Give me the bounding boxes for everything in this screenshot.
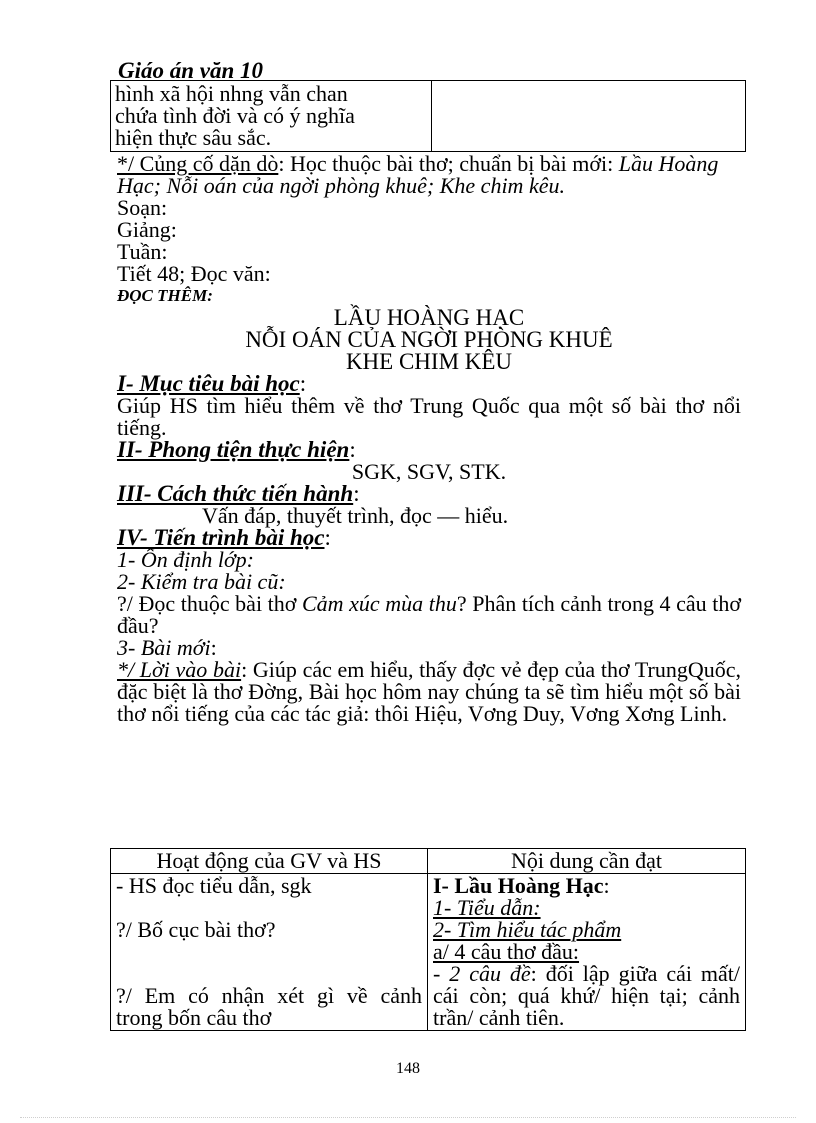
step-item	[117, 637, 741, 659]
consolidation-paragraph	[117, 153, 741, 197]
activity-spacer	[116, 897, 422, 919]
page-header: Giáo án văn 10	[118, 58, 264, 83]
content-italic: 2 câu đề	[449, 961, 531, 986]
doc-title: KHE CHIM KÊU	[345, 349, 513, 374]
activity-cell	[111, 874, 428, 1031]
meta-line: Tuần:	[117, 239, 168, 264]
continuation-line: hình xã hội nhng vẫn chan	[115, 81, 348, 106]
activity-line: ?/ Em có nhận xét gì về cảnh trong bốn câu thơ	[116, 983, 422, 1030]
continuation-table	[110, 80, 746, 152]
column-header: Nội dung cần đạt	[428, 849, 746, 874]
footer-divider	[20, 1117, 796, 1118]
content-line: 1- Tiểu dẫn:	[433, 895, 541, 920]
section-colon: :	[353, 481, 360, 506]
question-poem: Cảm xúc mùa thu	[302, 591, 457, 616]
section-colon: :	[299, 371, 307, 396]
content-colon: :	[603, 873, 610, 898]
step-label: 3- Bài mới	[117, 635, 211, 660]
section-text: Giúp HS tìm hiểu thêm về thơ Trung Quốc qua một số bài thơ nổi tiếng.	[117, 393, 741, 440]
consolidation-text: : Học thuộc bài thơ; chuẩn bị bài mới:	[278, 151, 614, 176]
continuation-line: hiện thực sâu sắc.	[115, 125, 272, 150]
activity-spacer	[116, 941, 422, 963]
meta-line: Tiết 48; Đọc văn:	[117, 261, 271, 286]
section-title: II- Phong tiện thực hiện	[117, 437, 350, 462]
meta-line: Soạn:	[117, 195, 168, 220]
old-lesson-question	[117, 593, 741, 637]
activity-spacer	[116, 963, 422, 985]
column-header: Hoạt động của GV và HS	[111, 849, 428, 874]
content-post: : đối lập giữa cái mất/ cái còn; quá khứ/ hiện tại; cảnh trần/ cảnh tiên.	[433, 961, 740, 1030]
content-line	[433, 963, 740, 1029]
step-item: 2- Kiểm tra bài cũ:	[117, 569, 286, 594]
section-text: SGK, SGV, STK.	[351, 459, 507, 484]
consolidation-italic: Lầu Hoàng Hạc; Nỗi oán của ngời phòng khuê; Khe chim kêu.	[117, 151, 719, 198]
continuation-right-cell	[432, 81, 746, 152]
content-cell	[428, 874, 746, 1031]
intro-label: */ Lời vào bài	[117, 657, 242, 682]
section-title: III- Cách thức tiến hành	[117, 481, 354, 506]
meta-line: Giảng:	[117, 217, 177, 242]
activity-line: ?/ Bố cục bài thơ?	[116, 917, 276, 942]
section-heading	[117, 439, 741, 461]
content-pre: -	[433, 961, 450, 986]
section-heading	[117, 373, 741, 395]
intro-text: : Giúp các em hiểu, thấy đợc vẻ đẹp của thơ TrungQuốc, đặc biệt là thơ Đờng, Bài học hôm nay chúng ta sẽ tìm hiểu một số bài thơ nổi tiếng của các tác giả: thôi Hiệu, Vơng Duy, Vơng Xơng Linh.	[117, 657, 741, 726]
content-line: a/ 4 câu thơ đầu:	[433, 939, 580, 964]
section-colon: :	[324, 525, 331, 550]
step-colon: :	[210, 635, 217, 660]
section-heading	[117, 483, 741, 505]
section-colon: :	[349, 437, 356, 462]
continuation-left-cell	[111, 81, 432, 152]
section-title: I- Mục tiêu bài học	[117, 371, 300, 396]
section-text: Vấn đáp, thuyết trình, đọc — hiểu.	[202, 503, 509, 528]
content-line: 2- Tìm hiểu tác phẩm	[433, 917, 622, 942]
section-title: IV- Tiến trình bài học	[117, 525, 325, 550]
section-heading	[117, 527, 741, 549]
question-pre: ?/ Đọc thuộc bài thơ	[117, 591, 302, 616]
document-body	[117, 153, 741, 725]
intro-paragraph	[117, 659, 741, 725]
content-heading: I- Lầu Hoàng Hạc	[433, 873, 604, 898]
consolidation-label: */ Củng cố dặn dò	[117, 151, 279, 176]
content-line	[433, 875, 740, 897]
question-post: ? Phân tích cảnh trong 4 câu thơ đầu?	[117, 591, 742, 638]
page-number: 148	[396, 1060, 420, 1077]
lesson-table	[110, 848, 746, 1031]
step-item: 1- Ổn định lớp:	[117, 547, 255, 572]
continuation-line: chứa tình đời và có ý nghĩa	[115, 103, 355, 128]
extra-reading-label: ĐỌC THÊM:	[117, 286, 213, 305]
doc-title: NỖI OÁN CỦA NGỜI PHÒNG KHUÊ	[245, 327, 613, 352]
doc-title: LẦU HOÀNG HẠC	[333, 305, 525, 330]
activity-line: - HS đọc tiểu dẫn, sgk	[116, 873, 312, 898]
